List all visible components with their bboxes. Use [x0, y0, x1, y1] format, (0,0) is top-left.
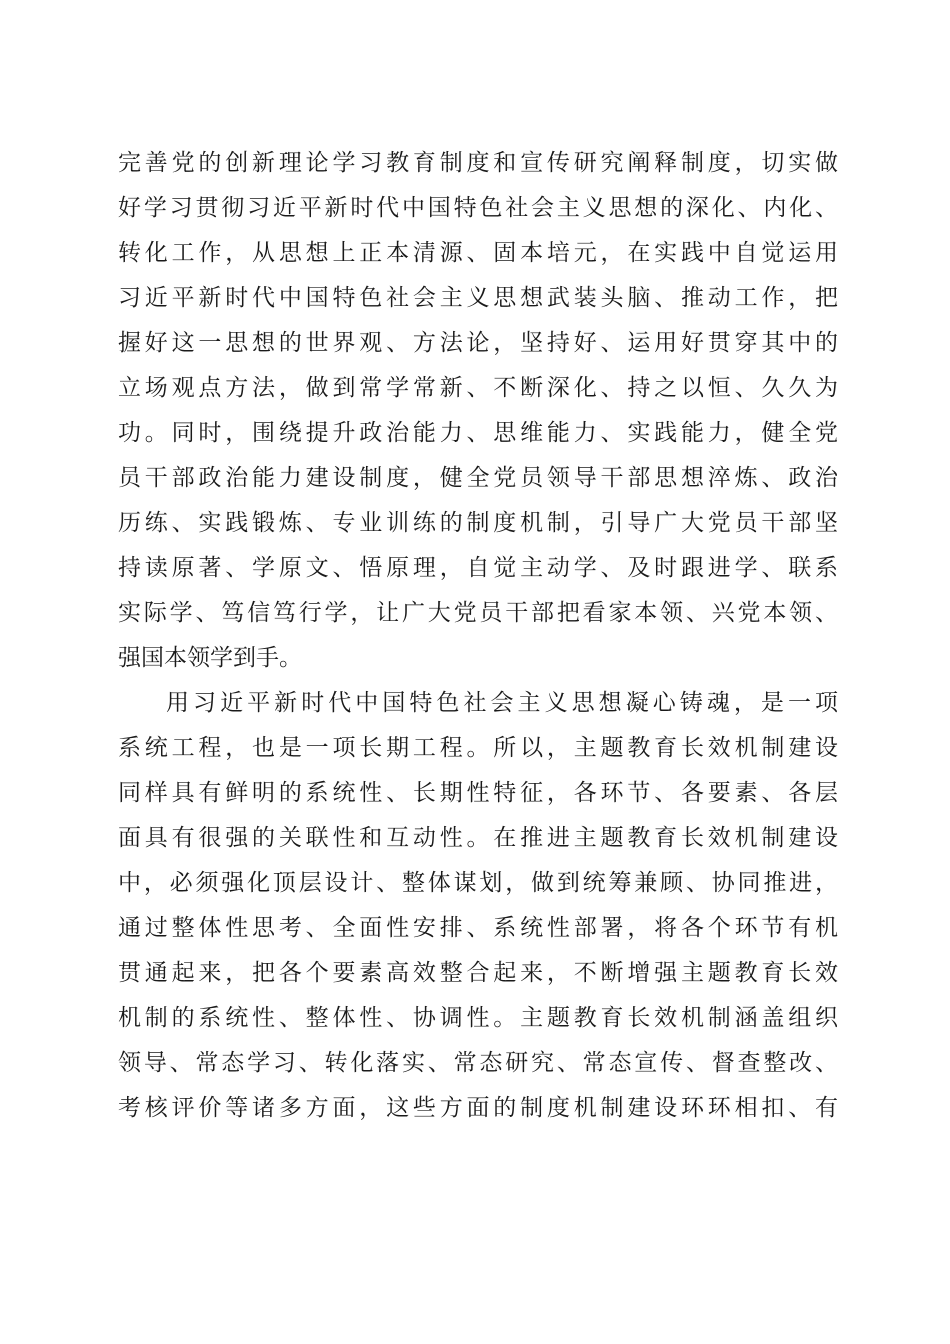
text-line: 中，必须强化顶层设计、整体谋划，做到统筹兼顾、协同推进， — [118, 870, 838, 896]
text-line: 完善党的创新理论学习教育制度和宣传研究阐释制度，切实做 — [118, 150, 838, 176]
text-line: 立场观点方法，做到常学常新、不断深化、持之以恒、久久为 — [118, 375, 838, 401]
text-line: 面具有很强的关联性和互动性。在推进主题教育长效机制建设 — [118, 825, 838, 851]
text-line: 系统工程，也是一项长期工程。所以，主题教育长效机制建设 — [118, 735, 838, 761]
text-line: 领导、常态学习、转化落实、常态研究、常态宣传、督查整改、 — [118, 1050, 838, 1076]
text-line: 转化工作，从思想上正本清源、固本培元，在实践中自觉运用 — [118, 240, 838, 266]
text-line: 习近平新时代中国特色社会主义思想武装头脑、推动工作，把 — [118, 285, 838, 311]
text-line: 通过整体性思考、全面性安排、系统性部署，将各个环节有机 — [118, 915, 838, 941]
body-text — [118, 141, 838, 1131]
text-line: 强国本领学到手。 — [118, 645, 302, 671]
text-line: 持读原著、学原文、悟原理，自觉主动学、及时跟进学、联系 — [118, 555, 838, 581]
text-line: 机制的系统性、整体性、协调性。主题教育长效机制涵盖组织 — [118, 1005, 838, 1031]
text-line: 考核评价等诸多方面，这些方面的制度机制建设环环相扣、有 — [118, 1095, 838, 1121]
text-line: 同样具有鲜明的系统性、长期性特征，各环节、各要素、各层 — [118, 780, 838, 806]
text-line: 握好这一思想的世界观、方法论，坚持好、运用好贯穿其中的 — [118, 330, 838, 356]
text-line: 功。同时，围绕提升政治能力、思维能力、实践能力，健全党 — [118, 420, 838, 446]
text-line: 历练、实践锻炼、专业训练的制度机制，引导广大党员干部坚 — [118, 510, 838, 536]
text-line: 实际学、笃信笃行学，让广大党员干部把看家本领、兴党本领、 — [118, 600, 838, 626]
text-line: 用习近平新时代中国特色社会主义思想凝心铸魂，是一项 — [166, 690, 838, 716]
text-line: 好学习贯彻习近平新时代中国特色社会主义思想的深化、内化、 — [118, 195, 838, 221]
text-line: 员干部政治能力建设制度，健全党员领导干部思想淬炼、政治 — [118, 465, 838, 491]
text-line: 贯通起来，把各个要素高效整合起来，不断增强主题教育长效 — [118, 960, 838, 986]
